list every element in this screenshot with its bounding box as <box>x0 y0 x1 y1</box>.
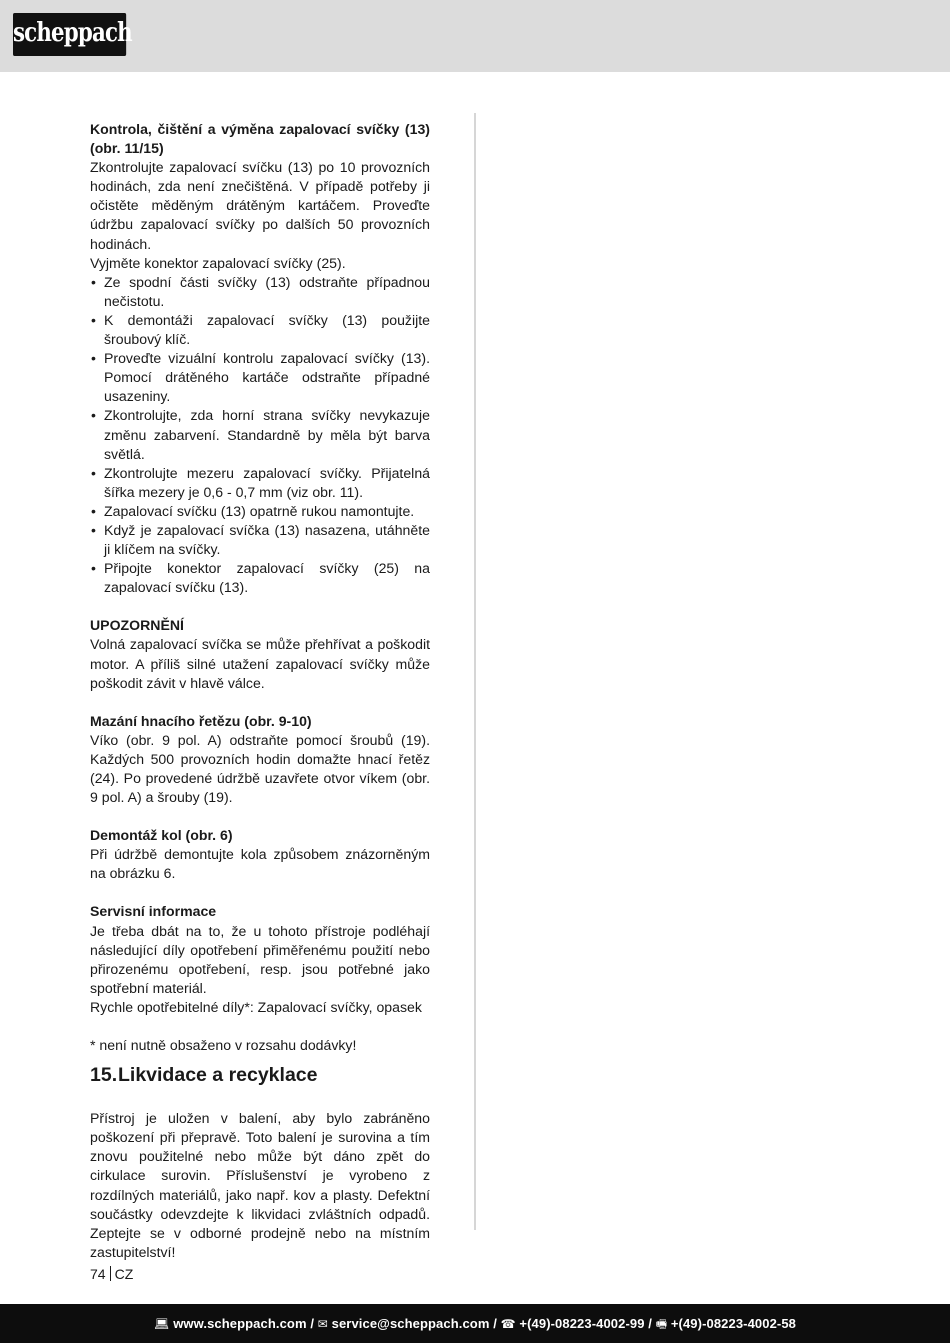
list-item: • Zkontrolujte, zda horní strana svíčky nevykazuje změnu zabarvení. Standardně by měla být barva světlá. <box>90 406 430 463</box>
chain-text: Víko (obr. 9 pol. A) odstraňte pomocí šroubů (19). Každých 500 provozních hodin domažte hnací řetěz (24). Po provedené údržbě uzavřete otvor víkem (obr. 9 pol. A) a šrouby (19). <box>90 731 430 806</box>
phone-number: +(49)-08223-4002-99 <box>519 1316 645 1331</box>
divider <box>110 1266 111 1281</box>
phone-icon: ☎ <box>500 1317 516 1331</box>
scheppach-logo: scheppach <box>13 13 126 56</box>
wear-parts-text: Rychle opotřebitelné díly*: Zapalovací svíčky, opasek <box>90 998 422 1015</box>
page-language: CZ <box>114 1266 134 1282</box>
list-item: • Připojte konektor zapalovací svíčky (25) na zapalovací svíčku (13). <box>90 559 430 597</box>
spark-plug-heading: Kontrola, čištění a výměna zapalovací svíčky (13) (obr. 11/15) <box>90 121 430 157</box>
page-header <box>0 0 950 72</box>
disposal-text: Přístroj je uložen v balení, aby bylo zabráněno poškození při přepravě. Toto balení je surovina a tím znovu použitelné nebo může být dáno zpět do cirkulace surovin. Příslušenství je vyrobeno z rozdílných materiálů, jako např. kov a plasty. Defektní součástky odevzdejte k likvidaci zvláštních odpadů. Zeptejte se v odborné prodejně nebo na místním zastupitelství! <box>90 1110 430 1260</box>
section-number: 15. <box>90 1064 118 1087</box>
spark-plug-intro: Zkontrolujte zapalovací svíčku (13) po 10 provozních hodinách, zda není znečištěná. V případě potřeby ji očistěte měděným drátěným kartáčem. Proveďte údržbu zapalovací svíčky po dalších 50 provozních hodinách. <box>90 159 430 252</box>
wheels-heading: Demontáž kol (obr. 6) <box>90 827 233 844</box>
email-link[interactable]: service@scheppach.com <box>331 1316 490 1331</box>
email-icon: ✉ <box>317 1317 328 1331</box>
service-heading: Servisní informace <box>90 903 217 920</box>
page-number <box>90 1265 133 1283</box>
list-item: • Zapalovací svíčku (13) opatrně rukou namontujte. <box>90 502 430 521</box>
page-number-value: 74 <box>90 1266 106 1282</box>
page-footer: 💻︎ www.scheppach.com / ✉ service@scheppach.com / ☎ +(49)-08223-4002-99 / 🖷︎ +(49)-08223-4002-58 <box>0 1304 950 1343</box>
section-title: Likvidace a recyklace <box>118 1064 318 1087</box>
list-item: • Proveďte vizuální kontrolu zapalovací svíčky (13). Pomocí drátěného kartáče odstraňte případné usazeniny. <box>90 349 430 406</box>
spark-plug-steps <box>90 273 430 598</box>
footnote: * není nutně obsaženo v rozsahu dodávky! <box>90 1037 357 1054</box>
list-item: • Zkontrolujte mezeru zapalovací svíčky. Přijatelná šířka mezery je 0,6 - 0,7 mm (viz obr. 11). <box>90 464 430 502</box>
list-item: • Ze spodní části svíčky (13) odstraňte případnou nečistotu. <box>90 273 430 311</box>
section-heading <box>90 1063 430 1087</box>
note-heading: UPOZORNĚNÍ <box>90 617 184 634</box>
chain-heading: Mazání hnacího řetězu (obr. 9-10) <box>90 712 312 729</box>
wheels-text: Při údržbě demontujte kola způsobem znázorněným na obrázku 6. <box>90 846 430 882</box>
note-text: Volná zapalovací svíčka se může přehřívat a poškodit motor. A příliš silné utažení zapalovací svíčky může poškodit závit v hlavě válce. <box>90 636 430 691</box>
column-divider <box>474 113 476 1230</box>
fax-number: +(49)-08223-4002-58 <box>670 1316 796 1331</box>
list-item: • K demontáži zapalovací svíčky (13) použijte šroubový klíč. <box>90 311 430 349</box>
computer-icon: 💻︎ <box>154 1317 170 1331</box>
fax-icon: 🖷︎ <box>655 1317 668 1331</box>
left-column <box>90 120 430 1262</box>
spark-plug-line: Vyjměte konektor zapalovací svíčky (25). <box>90 254 346 271</box>
website-link[interactable]: www.scheppach.com <box>173 1316 307 1331</box>
list-item: • Když je zapalovací svíčka (13) nasazena, utáhněte ji klíčem na svíčky. <box>90 521 430 559</box>
service-text: Je třeba dbát na to, že u tohoto přístroje podléhají následující díly opotřebení přiměřenému použití nebo přirozenému opotřebení, resp. jsou potřebné jako spotřební materiál. <box>90 922 430 996</box>
